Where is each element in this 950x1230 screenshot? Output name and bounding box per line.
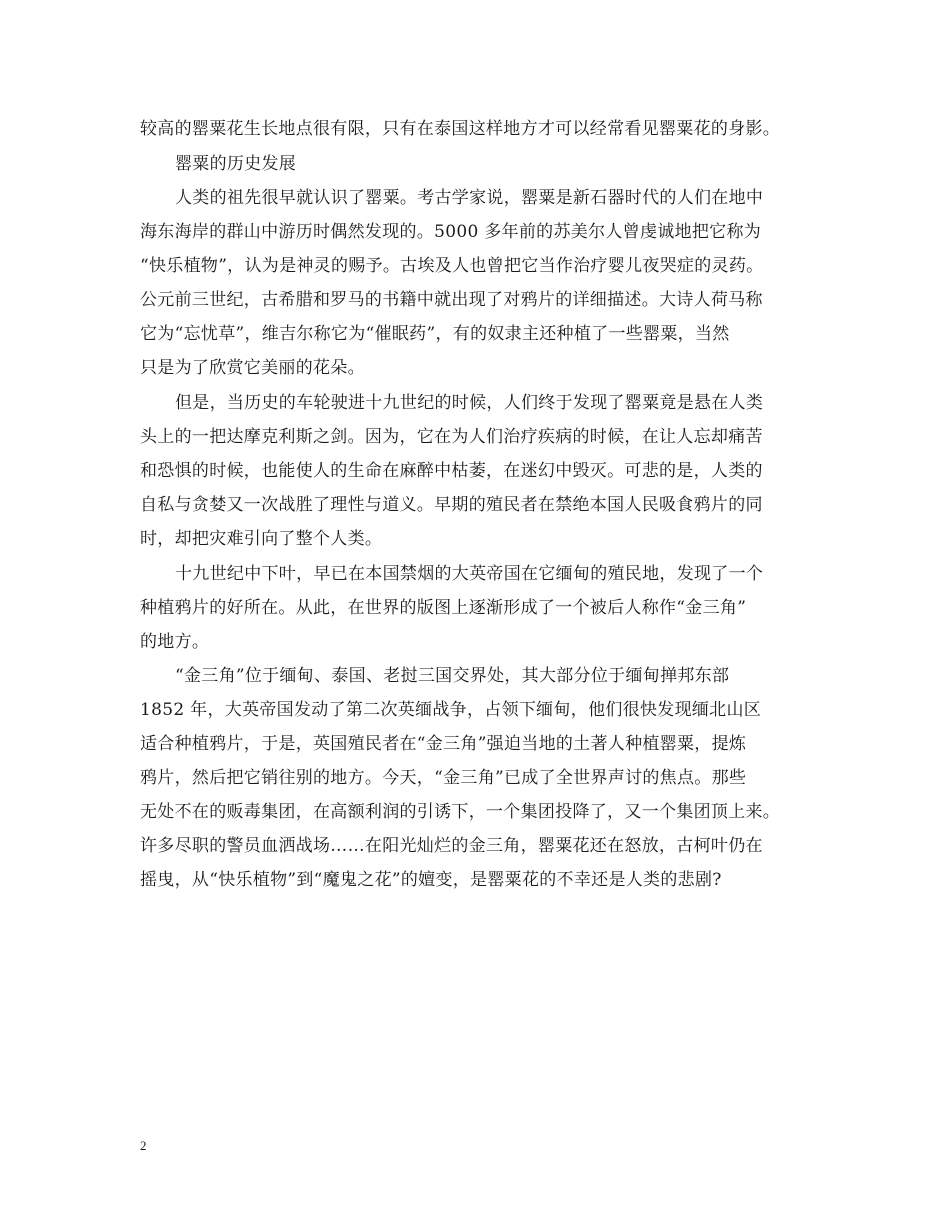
paragraph-line: 自私与贪婪又一次战胜了理性与道义。早期的殖民者在禁绝本国人民吸食鸦片的同: [140, 495, 763, 515]
paragraph-line: 只是为了欣赏它美丽的花朵。: [140, 358, 365, 378]
paragraph-line: 无处不在的贩毒集团，在高额利润的引诱下，一个集团投降了，又一个集团顶上来。: [140, 802, 781, 822]
paragraph-line: 和恐惧的时候，也能使人的生命在麻醉中枯萎，在迷幻中毁灭。可悲的是，人类的: [140, 461, 763, 481]
paragraph-line: 它为“忘忧草”，维吉尔称它为“催眠药”，有的奴隶主还种植了一些罂粟，当然: [140, 324, 730, 344]
paragraph-line: 头上的一把达摩克利斯之剑。因为，它在为人们治疗疾病的时候，在让人忘却痛苦: [140, 427, 763, 447]
paragraph-line: 人类的祖先很早就认识了罂粟。考古学家说，罂粟是新石器时代的人们在地中: [175, 188, 764, 208]
paragraph-line: 许多尽职的警员血洒战场……在阳光灿烂的金三角，罂粟花还在怒放，古柯叶仍在: [140, 836, 763, 856]
paragraph-line: 摇曳，从“快乐植物”到“魔鬼之花”的嬗变，是罂粟花的不幸还是人类的悲剧?: [140, 870, 722, 890]
paragraph-line: 适合种植鸦片，于是，英国殖民者在“金三角”强迫当地的土著人种植罂粟，提炼: [140, 734, 747, 754]
paragraph-line: 鸦片，然后把它销往别的地方。今天，“金三角”已成了全世界声讨的焦点。那些: [140, 768, 747, 788]
paragraph-line: 种植鸦片的好所在。从此，在世界的版图上逐渐形成了一个被后人称作“金三角”: [140, 598, 747, 618]
paragraph-line: 十九世纪中下叶，早已在本国禁烟的大英帝国在它缅甸的殖民地，发现了一个: [175, 564, 764, 584]
paragraph-line: 海东海岸的群山中游历时偶然发现的。5000 多年前的苏美尔人曾虔诚地把它称为: [140, 222, 762, 242]
section-heading: 罂粟的历史发展: [175, 154, 297, 174]
paragraph-line: “金三角”位于缅甸、泰国、老挝三国交界处，其大部分位于缅甸掸邦东部: [175, 666, 730, 686]
paragraph-line: 的地方。: [140, 632, 210, 652]
text-line: 较高的罂粟花生长地点很有限，只有在泰国这样地方才可以经常看见罂粟花的身影。: [140, 119, 781, 139]
page-number: 2: [140, 1138, 147, 1153]
paragraph-line: 1852 年，大英帝国发动了第二次英缅战争，占领下缅甸，他们很快发现缅北山区: [140, 700, 762, 720]
paragraph-line: 公元前三世纪，古希腊和罗马的书籍中就出现了对鸦片的详细描述。大诗人荷马称: [140, 290, 763, 310]
paragraph-line: 但是，当历史的车轮驶进十九世纪的时候，人们终于发现了罂粟竟是悬在人类: [175, 393, 764, 413]
paragraph-line: 时，却把灾难引向了整个人类。: [140, 529, 383, 549]
paragraph-line: “快乐植物”，认为是神灵的赐予。古埃及人也曾把它当作治疗婴儿夜哭症的灵药。: [140, 256, 764, 276]
